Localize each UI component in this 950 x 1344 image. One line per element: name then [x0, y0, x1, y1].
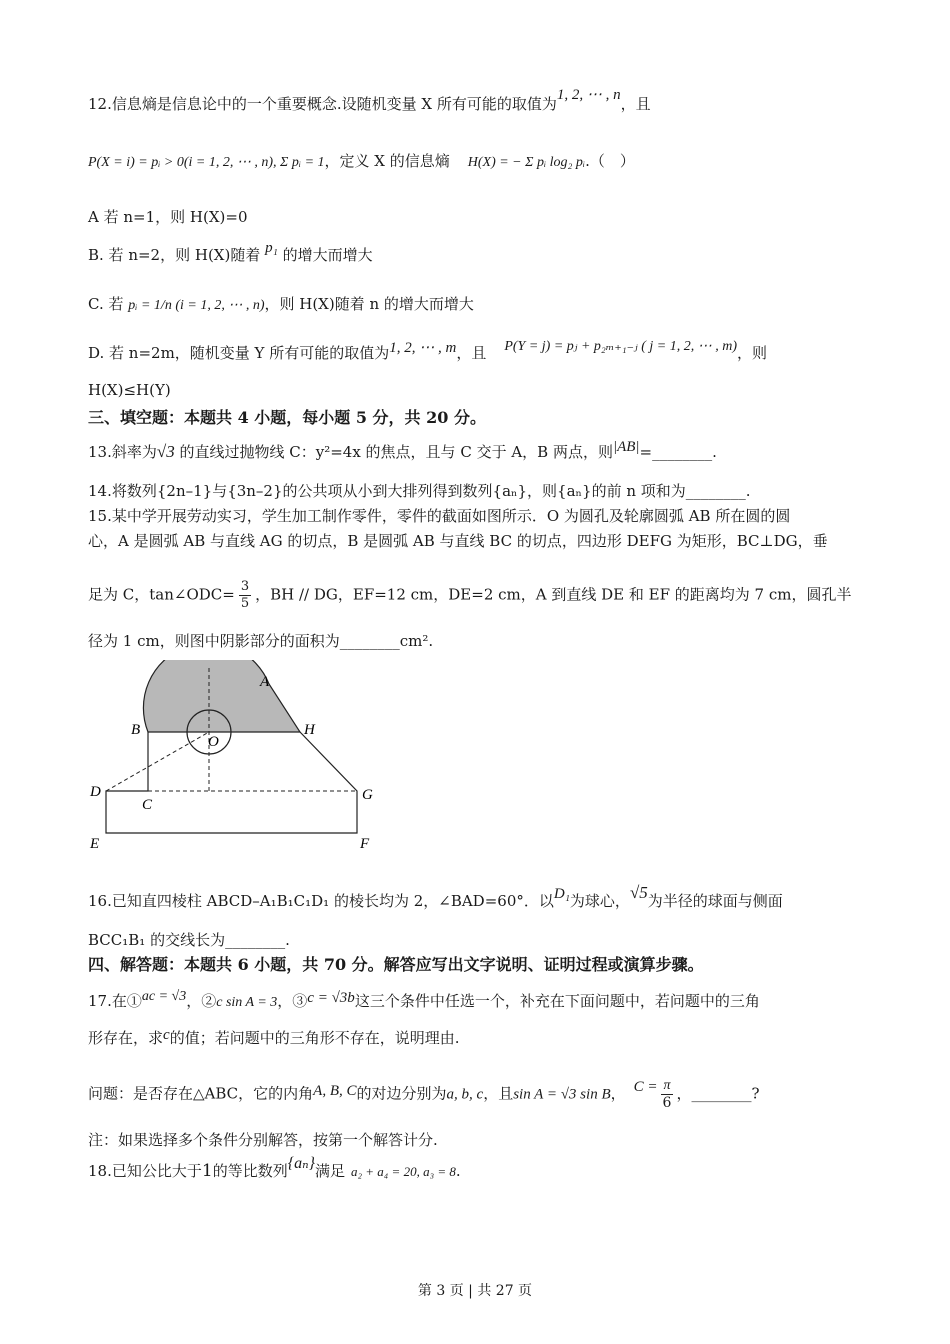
- label-f: F: [360, 836, 370, 852]
- q17-text-c: ，③: [277, 992, 308, 1010]
- label-o: O: [208, 734, 219, 750]
- q12-option-d-mid: ，且: [456, 344, 487, 362]
- q18-end: .: [455, 1162, 461, 1180]
- section-heading-fill-in: 三、填空题：本题共 4 小题，每小题 5 分，共 20 分。: [88, 408, 486, 427]
- q12-formula-left: P(X = i) = pᵢ > 0(i = 1, 2, ⋯ , n), Σ pᵢ = 1: [88, 155, 325, 170]
- q16-line2: BCC₁B₁ 的交线长为________.: [88, 931, 290, 949]
- q17-condition-3: c = √3b: [307, 990, 355, 1006]
- q17-condition: sin A = √3 sin B: [513, 1086, 611, 1103]
- q15-figure: [84, 660, 384, 860]
- q18-text-a: 18.已知公比大于: [88, 1162, 202, 1180]
- q12-end1: ，且: [620, 95, 651, 113]
- q17-line2: [88, 1027, 459, 1048]
- q15-line3-a: 足为 C，tan∠ODC=: [88, 585, 235, 604]
- q15-line3: [88, 579, 851, 612]
- label-a: A: [260, 674, 270, 690]
- q12-option-d-end: ，则: [737, 344, 768, 362]
- q18-an: {aₙ}: [287, 1155, 315, 1172]
- outline: [106, 732, 357, 833]
- shaded-region: [143, 660, 300, 732]
- q15-line3-b: ，BH // DG，EF=12 cm，DE=2 cm，A 到直线 DE 和 EF 的距离均为 7 cm，圆孔半: [255, 585, 852, 604]
- q16-text-b: 为球心，: [569, 892, 630, 910]
- q17-pi: π: [663, 1078, 671, 1093]
- q17-line3-a: 问题：是否存在△ABC，它的内角: [88, 1084, 314, 1103]
- label-g: G: [362, 787, 373, 803]
- q15-line1: 15.某中学开展劳动实习，学生加工制作零件，零件的截面如图所示．O 为圆孔及轮廓圆弧 AB 所在圆的圆: [88, 507, 791, 525]
- q13-abs: |AB|: [612, 439, 640, 455]
- q16-d1: D₁: [553, 886, 570, 902]
- page-footer: 第 3 页 | 共 27 页: [417, 1283, 533, 1299]
- q17-line3-e: ，________?: [676, 1084, 760, 1103]
- q12-option-d-line2: H(X)≤H(Y): [88, 381, 171, 399]
- q12-line1: [88, 87, 651, 114]
- q12-option-a: A 若 n=1，则 H(X)=0: [88, 208, 248, 226]
- q12-formula-right: H(X) = − Σ pᵢ log₂ pᵢ: [467, 155, 586, 170]
- q18: [88, 1155, 461, 1181]
- q12-option-d-formula: P(Y = j) = pⱼ + p₂ₘ₊₁₋ⱼ ( j = 1, 2, ⋯ , m): [504, 339, 738, 354]
- label-b: B: [131, 722, 141, 738]
- q12-option-d-values: 1, 2, ⋯ , m: [389, 340, 457, 356]
- q12-stem: 12.信息熵是信息论中的一个重要概念.设随机变量 X 所有可能的取值为: [88, 95, 557, 113]
- q12-option-b-end: 的增大而增大: [282, 246, 373, 264]
- q17-six: 6: [662, 1095, 672, 1111]
- q16-sqrt: √5: [629, 883, 648, 902]
- q17-note: 注：如果选择多个条件分别解答，按第一个解答计分.: [88, 1131, 438, 1149]
- q18-formula: a₂ + a₄ = 20, a₃ = 8: [351, 1164, 456, 1179]
- q12-line2: [88, 150, 635, 171]
- q15-frac-num: 3: [240, 579, 250, 594]
- q17-c-eq: C =: [633, 1078, 658, 1095]
- q13-sqrt: √3: [156, 442, 175, 461]
- q17-line3-b: 的对边分别为: [356, 1084, 447, 1103]
- q17-line3: [88, 1077, 759, 1112]
- q17-text-a: 17.在①: [88, 992, 142, 1010]
- q13-text-c: =________.: [639, 443, 717, 461]
- q12-option-b-p: p₁: [265, 240, 278, 256]
- label-e: E: [90, 836, 100, 852]
- q13-text-b: 的直线过抛物线 C：y²=4x 的焦点，且与 C 交于 A，B 两点，则: [179, 443, 613, 461]
- q12-end: .（ ）: [585, 152, 635, 170]
- q18-text-b: 的等比数列: [212, 1162, 288, 1180]
- q13-text-a: 13.斜率为: [88, 443, 157, 461]
- q12-option-c-end: ，则 H(X)随着 n 的增大而增大: [264, 295, 474, 313]
- q15-line4: 径为 1 cm，则图中阴影部分的面积为________cm².: [88, 632, 434, 650]
- q12-option-c-formula: pᵢ = 1/n (i = 1, 2, ⋯ , n): [128, 298, 265, 313]
- q17-angles: A, B, C: [313, 1082, 357, 1099]
- q12-option-d: [88, 339, 768, 363]
- q17-line1: [88, 990, 760, 1011]
- q12-mid: ，定义 X 的信息熵: [324, 152, 450, 170]
- q17-c: c: [163, 1027, 170, 1043]
- q17-condition-2: c sin A = 3: [216, 995, 278, 1010]
- q17-line3-d: ，: [610, 1084, 626, 1103]
- q14: 14.将数列{2n–1}与{3n–2}的公共项从小到大排列得到数列{aₙ}，则{aₙ}的前 n 项和为________.: [88, 482, 751, 500]
- label-c: C: [142, 797, 153, 813]
- section-heading-solutions: 四、解答题：本题共 6 小题，共 70 分。解答应写出文字说明、证明过程或演算步骤。: [88, 955, 704, 974]
- q12-values: 1, 2, ⋯ , n: [556, 87, 621, 103]
- q16-text-a: 16.已知直四棱柱 ABCD–A₁B₁C₁D₁ 的棱长均为 2，∠BAD=60°．以: [88, 892, 554, 910]
- q17-line3-c: ，且: [483, 1084, 514, 1103]
- q17-line2-a: 形存在，求: [88, 1029, 164, 1047]
- q16-text-c: 为半径的球面与侧面: [647, 892, 783, 910]
- q12-option-d-text: D. 若 n=2m，随机变量 Y 所有可能的取值为: [88, 344, 390, 362]
- q16-line1: [88, 883, 783, 911]
- q12-option-b: [88, 240, 373, 265]
- q15-frac-den: 5: [240, 596, 250, 611]
- q17-line2-b: 的值；若问题中的三角形不存在，说明理由.: [169, 1029, 460, 1047]
- label-d: D: [90, 784, 101, 800]
- q17-sides: a, b, c: [446, 1086, 484, 1103]
- q17-text-d: 这三个条件中任选一个，补充在下面问题中，若问题中的三角: [354, 992, 760, 1010]
- q17-pi-fraction: [661, 1077, 674, 1112]
- q18-one: 1: [201, 1161, 213, 1181]
- q12-option-b-text: B. 若 n=2，则 H(X)随着: [88, 246, 261, 264]
- q17-text-b: ，②: [186, 992, 217, 1010]
- do-dashed: [106, 732, 209, 791]
- q12-option-c: [88, 293, 474, 314]
- q18-text-c: 满足: [314, 1162, 345, 1180]
- q12-option-c-text: C. 若: [88, 295, 124, 313]
- q15-line2: 心，A 是圆弧 AB 与直线 AG 的切点，B 是圆弧 AB 与直线 BC 的切点，四边形 DEFG 为矩形，BC⊥DG，垂: [88, 532, 828, 550]
- q15-fraction: [239, 579, 251, 612]
- q13: [88, 441, 717, 462]
- q17-condition-1: ac = √3: [141, 989, 187, 1004]
- label-h: H: [304, 722, 315, 738]
